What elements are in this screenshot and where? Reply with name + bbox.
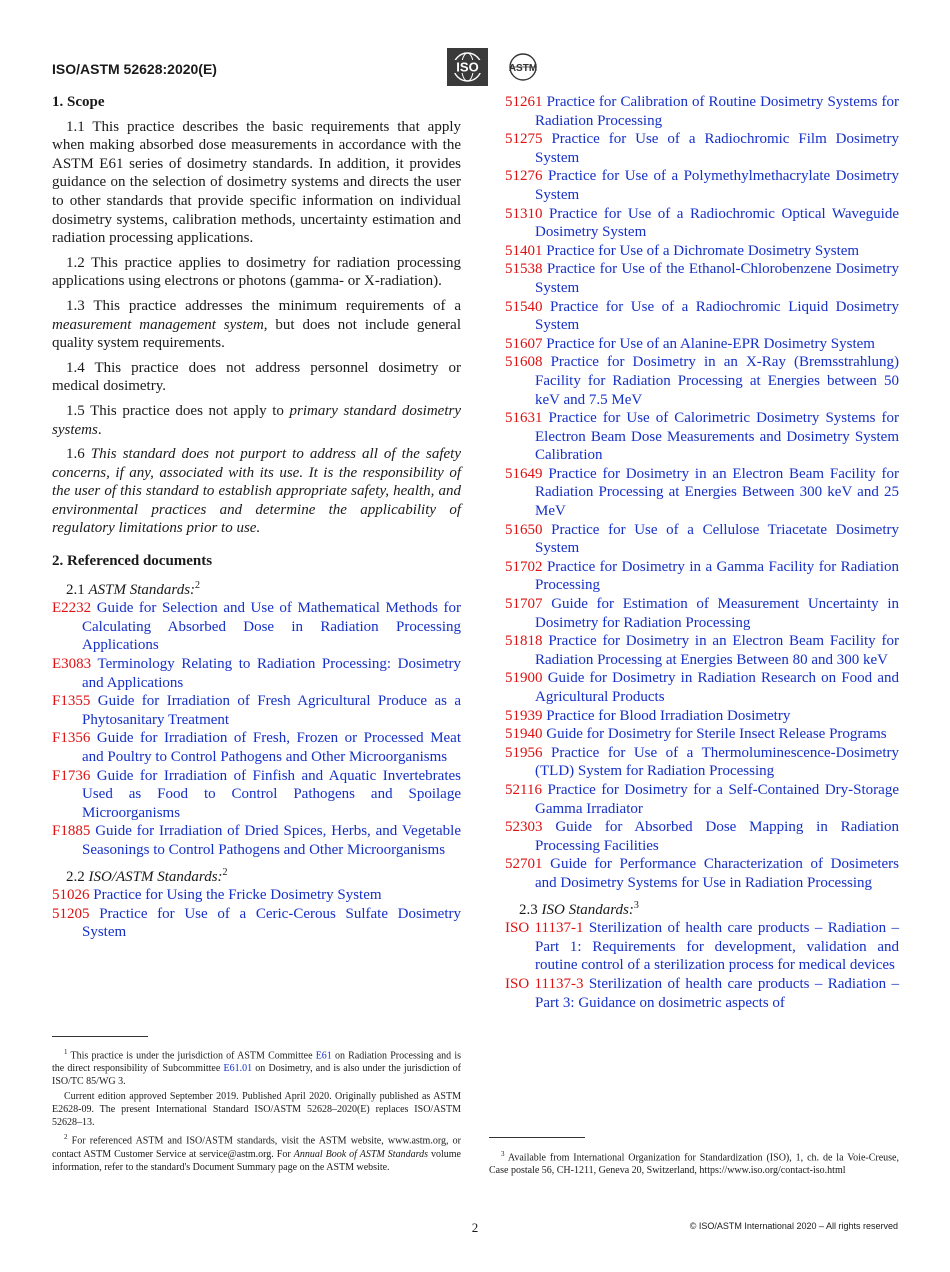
- section-1-heading: 1. Scope: [52, 94, 105, 110]
- reference-code-link[interactable]: 51538: [505, 261, 543, 278]
- reference-item: [505, 669, 899, 706]
- reference-title-link[interactable]: Practice for Use of a Radiochromic Optical Waveguide Dosimetry System: [535, 205, 900, 241]
- reference-code-link[interactable]: 51310: [505, 205, 543, 222]
- reference-code-link[interactable]: ISO 11137-3: [505, 975, 584, 992]
- reference-item: [505, 521, 899, 558]
- reference-item: [505, 465, 899, 521]
- reference-code-link[interactable]: 51607: [505, 335, 543, 352]
- reference-code-link[interactable]: 51631: [505, 410, 543, 427]
- reference-title-link[interactable]: Practice for Use of a Polymethylmethacrylate Dosimetry System: [535, 168, 899, 203]
- right-column: [505, 93, 899, 1012]
- footnotes-left: [52, 1046, 461, 1176]
- reference-code-link[interactable]: 51939: [505, 707, 543, 724]
- reference-title-link[interactable]: Practice for Dosimetry for a Self-Contained Dry-Storage Gamma Irradiator: [535, 781, 899, 817]
- reference-title-link[interactable]: Sterilization of health care products – Radiation – Part 3: Guidance on dosimetric aspects of: [535, 975, 899, 1011]
- reference-code-link[interactable]: 51649: [505, 465, 543, 482]
- reference-item: [505, 409, 899, 465]
- reference-code-link[interactable]: 51702: [505, 558, 543, 575]
- reference-code-link[interactable]: 51608: [505, 354, 543, 371]
- reference-title-link[interactable]: Guide for Estimation of Measurement Uncertainty in Dosimetry for Radiation Processing: [535, 596, 900, 631]
- iso-standards-label: 2.3 ISO Standards:$^3$: [519, 899, 639, 918]
- reference-item: [52, 822, 461, 859]
- reference-code-link[interactable]: 51956: [505, 744, 543, 761]
- reference-title-link[interactable]: Practice for Use of an Alanine-EPR Dosimetry System: [546, 335, 875, 352]
- reference-item: [505, 919, 899, 975]
- reference-item: [52, 599, 461, 655]
- reference-title-link[interactable]: Practice for Dosimetry in an Electron Beam Facility for Radiation Processing at Energies Between 80 and 300 keV: [535, 633, 899, 668]
- isoastm-standards-label: 2.2 ISO/ASTM Standards:$^2$: [66, 866, 228, 885]
- reference-code-link[interactable]: 51540: [505, 298, 543, 315]
- reference-title-link[interactable]: Guide for Irradiation of Fresh Agricultural Produce as a Phytosanitary Treatment: [82, 693, 461, 728]
- para-1-4: 1.4 This practice does not address personnel dosimetry or medical dosimetry.: [52, 359, 461, 395]
- reference-title-link[interactable]: Sterilization of health care products – Radiation – Part 1: Requirements for development, validation and routine control of a sterilization process for medical devices: [535, 920, 899, 974]
- svg-text:ISO: ISO: [456, 59, 479, 75]
- para-1-3: 1.3 This practice addresses the minimum requirements of a measurement management system, but does not include general quality system requirements.: [52, 297, 461, 352]
- reference-code-link[interactable]: E2232: [52, 600, 92, 617]
- reference-item: [505, 205, 899, 242]
- reference-title-link[interactable]: Practice for Use of a Cellulose Triacetate Dosimetry System: [535, 521, 899, 557]
- reference-title-link[interactable]: Practice for Dosimetry in a Gamma Facility for Radiation Processing: [535, 558, 899, 594]
- iso-reference-list: [505, 919, 899, 1012]
- reference-item: [505, 353, 899, 409]
- footnote-2: $^2$ For referenced ASTM and ISO/ASTM standards, visit the ASTM website, www.astm.org, or contact ASTM Customer Service at service@astm.org. For Annual Book of ASTM Standards volume information, refer to the standard's Document Summary page on the ASTM website.: [52, 1133, 461, 1173]
- reference-item: [505, 595, 899, 632]
- reference-item: [52, 692, 461, 729]
- reference-code-link[interactable]: 51650: [505, 521, 543, 538]
- reference-item: [505, 781, 899, 818]
- reference-title-link[interactable]: Practice for Dosimetry in an X-Ray (Bremsstrahlung) Facility for Radiation Processing at Energies between 50 keV and 7.5 MeV: [535, 354, 900, 408]
- reference-title-link[interactable]: Practice for Use of a Ceric-Cerous Sulfate Dosimetry System: [82, 905, 462, 941]
- reference-item: [505, 335, 899, 354]
- reference-code-link[interactable]: 51026: [52, 887, 90, 904]
- svg-text:ASTM: ASTM: [508, 63, 538, 74]
- para-1-1: 1.1 This practice describes the basic requirements that apply when making absorbed dose measurements in accordance with the ASTM E61 series of dosimetry standards. In addition, it provides guidance on the selection of dosimetry systems and directs the user to other standards that provide specific information on individual dosimetry systems, calibration methods, uncertainty estimation and radiation processing applications.: [52, 118, 461, 247]
- reference-code-link[interactable]: 51940: [505, 726, 543, 743]
- reference-item: [505, 707, 899, 726]
- para-1-2: 1.2 This practice applies to dosimetry for radiation processing applications using electrons or photons (gamma- or X-radiation).: [52, 254, 461, 290]
- reference-code-link[interactable]: 51401: [505, 242, 543, 259]
- reference-item: [505, 298, 899, 335]
- reference-item: [505, 975, 899, 1012]
- reference-title-link[interactable]: Guide for Dosimetry for Sterile Insect Release Programs: [546, 726, 887, 743]
- reference-title-link[interactable]: Guide for Dosimetry in Radiation Research on Food and Agricultural Products: [535, 670, 900, 705]
- reference-title-link[interactable]: Practice for Dosimetry in an Electron Beam Facility for Radiation Processing at Energies Between 300 keV and 25 MeV: [535, 465, 899, 520]
- reference-item: [52, 905, 461, 942]
- reference-code-link[interactable]: 51818: [505, 633, 543, 650]
- isoastm-reference-list-left: [52, 886, 461, 942]
- reference-title-link[interactable]: Guide for Irradiation of Finfish and Aquatic Invertebrates Used as Food to Control Pathogens and Spoilage Microorganisms: [82, 767, 461, 821]
- para-1-6: 1.6 This standard does not purport to address all of the safety concerns, if any, associated with its use. It is the responsibility of the user of this standard to establish appropriate safety, health, and environmental practices and determine the applicability of regulatory limitations prior to use.: [52, 446, 461, 537]
- reference-item: [505, 632, 899, 669]
- e61-01-link[interactable]: E61.01: [223, 1063, 253, 1075]
- reference-title-link[interactable]: Practice for Use of a Radiochromic Liquid Dosimetry System: [535, 298, 900, 334]
- copyright-notice: © ISO/ASTM International 2020 – All rights reserved: [689, 1221, 898, 1231]
- reference-title-link[interactable]: Practice for Use of the Ethanol-Chlorobenzene Dosimetry System: [535, 261, 900, 296]
- page-number: 2: [471, 1220, 479, 1235]
- reference-code-link[interactable]: F1355: [52, 693, 91, 710]
- footnote-3: $^3$ Available from International Organization for Standardization (ISO), 1, ch. de la Voie-Creuse, Case postale 56, CH-1211, Geneva 20, Switzerland, https://www.iso.org/contact-iso.html: [489, 1150, 899, 1177]
- reference-title-link[interactable]: Practice for Calibration of Routine Dosimetry Systems for Radiation Processing: [535, 94, 900, 129]
- reference-title-link[interactable]: Practice for Use of Calorimetric Dosimetry Systems for Electron Beam Dose Measurements and Dosimetry System Calibration: [535, 410, 899, 464]
- reference-code-link[interactable]: 51275: [505, 131, 543, 148]
- left-column: [52, 93, 461, 942]
- reference-code-link[interactable]: E3083: [52, 656, 92, 673]
- reference-item: [52, 767, 461, 823]
- reference-item: [52, 729, 461, 766]
- reference-code-link[interactable]: F1356: [52, 730, 91, 747]
- reference-item: [505, 744, 899, 781]
- reference-code-link[interactable]: F1885: [52, 823, 91, 840]
- reference-code-link[interactable]: F1736: [52, 767, 91, 784]
- reference-title-link[interactable]: Guide for Irradiation of Fresh, Frozen or Processed Meat and Poultry to Control Pathogens and Other Microorganisms: [82, 730, 462, 765]
- reference-item: [505, 818, 899, 855]
- reference-item: [505, 725, 899, 744]
- reference-item: [505, 93, 899, 130]
- document-id: ISO/ASTM 52628:2020(E): [52, 61, 217, 77]
- astm-standards-label: 2.1 ASTM Standards:$^2$: [66, 579, 201, 598]
- reference-item: [505, 558, 899, 595]
- reference-item: [505, 260, 899, 297]
- section-2-heading: 2. Referenced documents: [52, 553, 213, 570]
- reference-title-link[interactable]: Practice for Using the Fricke Dosimetry System: [93, 887, 382, 904]
- reference-title-link[interactable]: Practice for Use of a Radiochromic Film Dosimetry System: [535, 131, 900, 166]
- reference-item: [505, 242, 899, 261]
- reference-title-link[interactable]: Terminology Relating to Radiation Processing: Dosimetry and Applications: [82, 656, 462, 691]
- reference-title-link[interactable]: Guide for Selection and Use of Mathematical Methods for Calculating Absorbed Dose in Radiation Processing Applications: [82, 600, 461, 654]
- reference-title-link[interactable]: Practice for Use of a Thermoluminescence-Dosimetry (TLD) System for Radiation Processing: [535, 744, 900, 780]
- reference-code-link[interactable]: 51205: [52, 905, 90, 922]
- astm-reference-list: [52, 599, 461, 859]
- reference-code-link[interactable]: 51276: [505, 168, 543, 185]
- reference-title-link[interactable]: Practice for Use of a Dichromate Dosimetry System: [546, 242, 860, 259]
- reference-title-link[interactable]: Guide for Irradiation of Dried Spices, Herbs, and Vegetable Seasonings to Control Pathogens and Other Microorganisms: [82, 823, 462, 858]
- footnotes-right: [489, 1148, 899, 1179]
- reference-title-link[interactable]: Guide for Performance Characterization of Dosimeters and Dosimetry Systems for Use in Radiation Processing: [535, 856, 900, 891]
- para-1-5: 1.5 This practice does not apply to primary standard dosimetry systems.: [52, 402, 462, 438]
- reference-code-link[interactable]: 51261: [505, 94, 543, 110]
- reference-item: [505, 855, 899, 892]
- reference-code-link[interactable]: 51707: [505, 596, 543, 613]
- isoastm-reference-list-right: [505, 93, 899, 893]
- reference-code-link[interactable]: 52116: [505, 781, 542, 798]
- reference-code-link[interactable]: 51900: [505, 670, 543, 687]
- reference-code-link[interactable]: ISO 11137-1: [505, 920, 584, 937]
- footnote-rule-left: [52, 1036, 148, 1037]
- footnote-1-edition: Current edition approved September 2019. Published April 2020. Originally published as ASTM E2628-09. The present International Standard ISO/ASTM 52628–2020(E) replaces ISO/ASTM 52628–13.: [52, 1091, 461, 1129]
- e61-link[interactable]: E61: [315, 1050, 332, 1062]
- iso-logo: [447, 48, 488, 86]
- footnote-1: $^1$ This practice is under the jurisdiction of ASTM Committee E61 on Radiation Processing and is the direct responsibility of Subcommittee E61.01 on Dosimetry, and is also under the jurisdiction of ISO/TC 85/WG 3.: [52, 1048, 461, 1088]
- reference-item: [505, 167, 899, 204]
- reference-title-link[interactable]: Practice for Blood Irradiation Dosimetry: [546, 707, 791, 724]
- footnote-rule-right: [489, 1137, 585, 1138]
- reference-code-link[interactable]: 52303: [505, 819, 543, 836]
- reference-item: [52, 655, 461, 692]
- reference-item: [505, 130, 899, 167]
- reference-code-link[interactable]: 52701: [505, 856, 543, 873]
- astm-logo: [504, 50, 542, 84]
- reference-item: [52, 886, 461, 905]
- reference-title-link[interactable]: Guide for Absorbed Dose Mapping in Radiation Processing Facilities: [535, 819, 900, 854]
